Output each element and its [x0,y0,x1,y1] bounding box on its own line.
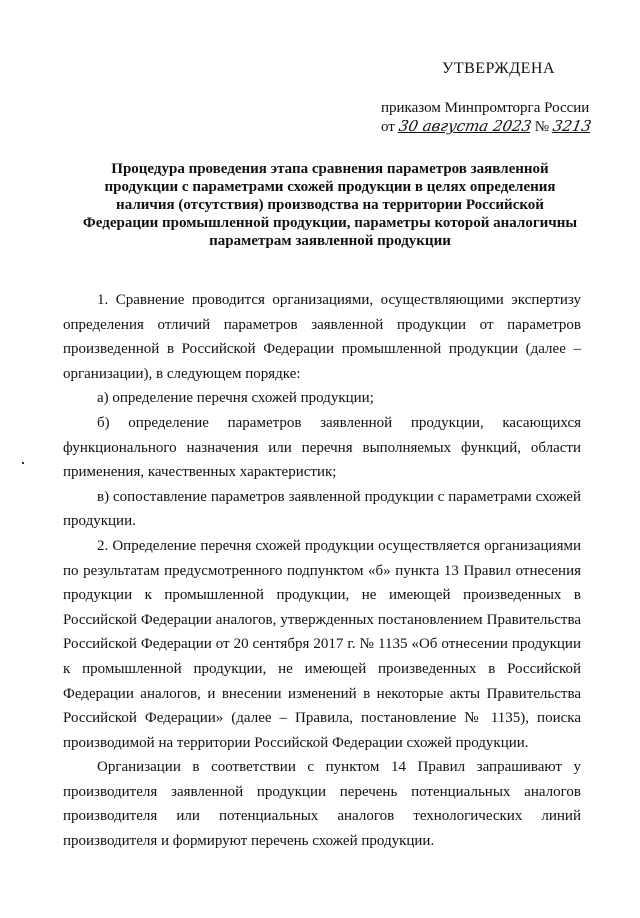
paragraph-2: 2. Определение перечня схожей продукции осуществляется организациями по результатам предусмотренного подпунктом «б» пункта 13 Правил отнесения продукции к промышленной продукции, не имеющей произведенных в Российской Федерации аналогов, утвержденных постановлением Правительства Российской Федерации от 20 сентября 2017 г. № 1135 «Об отнесении продукции к промышленной продукции, не имеющей произведенных в Российской Федерации аналогов, и внесении изменений в некоторые акты Правительства Российской Федерации» (далее – Правила, постановление № 1135), поиска производимой на территории Российской Федерации схожей продукции. [63,537,581,751]
order-date-line [381,117,591,136]
paragraph-1b: б) определение параметров заявленной продукции, касающихся функционального назначения или перечня выполняемых функций, области применения, качественных характеристик; [63,414,581,481]
scan-speck [22,462,24,464]
paragraph-3: Организации в соответствии с пунктом 14 Правил запрашивают у производителя заявленной продукции перечень потенциальных аналогов производителя или потенциальных аналогов технологических линий производителя и формируют перечень схожей продукции. [63,759,581,850]
order-reference: приказом Минпромторга России [381,100,590,116]
document-title: Процедура проведения этапа сравнения параметров заявленной продукции с параметрами схожей продукции в целях определения наличия (отсутствия) производства на территории Российской Федерации промышленной продукции, параметры которой аналогичны параметрам заявленной продукции [82,161,578,249]
handwritten-number: 3213 [551,117,593,135]
number-prefix: № [534,119,549,135]
approval-stamp-heading: УТВЕРЖДЕНА [442,60,556,77]
date-prefix: от [381,119,395,135]
paragraph-1c: в) сопоставление параметров заявленной продукции с параметрами схожей продукции. [63,488,581,530]
paragraph-1a: а) определение перечня схожей продукции; [97,390,374,407]
document-body [63,288,581,854]
paragraph-1: 1. Сравнение проводится организациями, осуществляющими экспертизу определения отличий параметров заявленной продукции от параметров произведенной в Российской Федерации промышленной продукции (далее – организации), в следующем порядке: [63,292,581,382]
handwritten-date: 30 августа 2023 [397,117,533,135]
